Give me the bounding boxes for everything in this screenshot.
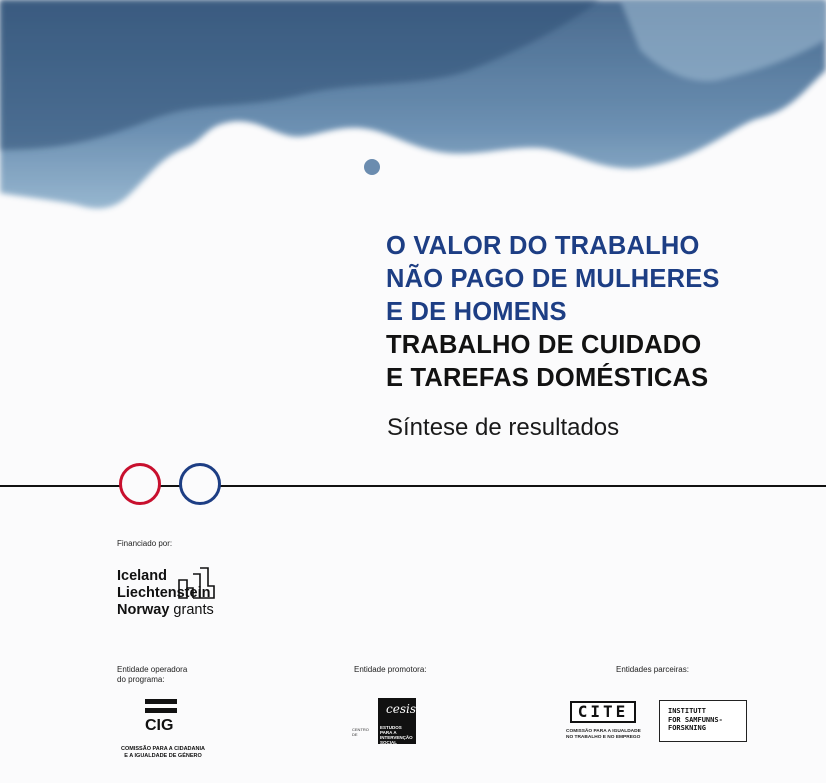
logo-line-norway: Norway [117, 602, 170, 618]
document-title [386, 230, 720, 395]
eea-grants-mark-icon [178, 566, 220, 600]
logo-line-liechtenstein: Liechtenstein [117, 585, 211, 601]
isf-logo [659, 700, 747, 742]
cesis-caption-left-1: CENTRO [352, 727, 369, 732]
operator-label-line1: Entidade operadora [117, 665, 188, 674]
partners-label: Entidades parceiras: [616, 665, 689, 674]
cig-caption-1: COMISSÃO PARA A CIDADANIA [121, 746, 205, 752]
operator-label-line2: do programa: [117, 675, 165, 684]
cite-logo [566, 701, 648, 745]
cite-caption-2: NO TRABALHO E NO EMPREGO [566, 735, 641, 740]
cite-caption-1: COMISSÃO PARA A IGUALDADE [566, 729, 641, 734]
title-line-1: O VALOR DO TRABALHO [386, 232, 700, 260]
blue-circle [179, 463, 221, 505]
isf-line-1: INSTITUTT [668, 707, 706, 715]
cesis-caption-right-3: SOCIAL [380, 740, 398, 745]
title-line-5: E TAREFAS DOMÉSTICAS [386, 364, 709, 392]
cesis-caption-right-1: ESTUDOS [380, 725, 402, 730]
isf-line-2: FOR SAMFUNNS- [668, 715, 723, 724]
promoter-label: Entidade promotora: [354, 665, 427, 674]
logo-line-grants: grants [173, 602, 214, 618]
cesis-caption-right-2: PARA A INTERVENÇÃO [380, 730, 413, 740]
isf-line-3: FORSKNING [668, 724, 706, 732]
title-line-4: TRABALHO DE CUIDADO [386, 331, 702, 359]
cig-caption-2: E A IGUALDADE DE GÉNERO [124, 752, 202, 759]
cesis-caption-left-2: DE [352, 732, 358, 737]
cig-logo-text: CIG [145, 717, 174, 734]
subtitle: Síntese de resultados [387, 414, 620, 441]
funded-by-label: Financiado por: [117, 539, 173, 548]
red-circle [119, 463, 161, 505]
title-line-2: NÃO PAGO DE MULHERES [386, 265, 720, 293]
logo-line-iceland: Iceland [117, 568, 167, 584]
cesis-mark: cesis [386, 702, 416, 716]
cite-logo-text: CITE [570, 701, 636, 723]
title-line-3: E DE HOMENS [386, 298, 567, 326]
operator-label [117, 665, 187, 685]
cig-logo [117, 697, 209, 763]
watercolor-wash [0, 0, 826, 215]
cesis-logo [352, 698, 416, 744]
